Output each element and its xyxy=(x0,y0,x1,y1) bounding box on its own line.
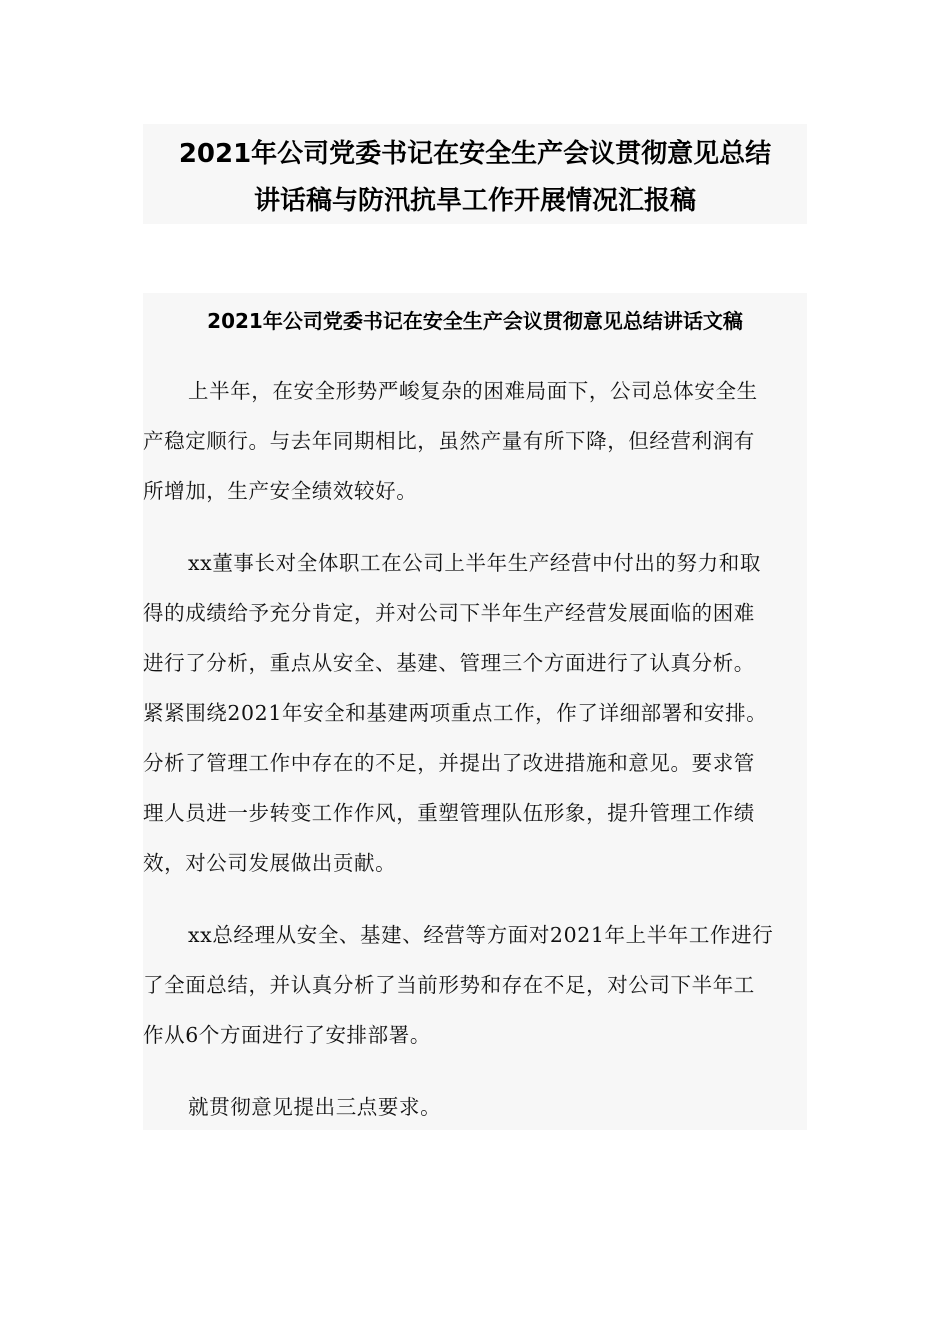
paragraph-line: xx董事长对全体职工在公司上半年生产经营中付出的努力和取 xyxy=(188,551,761,575)
paragraph-2 xyxy=(143,538,807,888)
paragraph-1 xyxy=(143,366,807,516)
paragraph-3 xyxy=(143,910,807,1060)
paragraph-line: 分析了管理工作中存在的不足，并提出了改进措施和意见。要求管 xyxy=(143,751,755,775)
paragraph-line: 得的成绩给予充分肯定，并对公司下半年生产经营发展面临的困难 xyxy=(143,601,755,625)
document-title xyxy=(143,124,807,224)
paragraph-line: 理人员进一步转变工作作风，重塑管理队伍形象，提升管理工作绩 xyxy=(143,801,755,825)
paragraph-line: 了全面总结，并认真分析了当前形势和存在不足，对公司下半年工 xyxy=(143,973,755,997)
document-body xyxy=(143,293,807,1130)
section-subtitle: 2021年公司党委书记在安全生产会议贯彻意见总结讲话文稿 xyxy=(207,309,743,333)
paragraph-line: 所增加，生产安全绩效较好。 xyxy=(143,479,418,503)
paragraph-line: 上半年，在安全形势严峻复杂的困难局面下，公司总体安全生 xyxy=(188,379,758,403)
paragraph-line: 效，对公司发展做出贡献。 xyxy=(143,851,397,875)
title-line-2: 讲话稿与防汛抗旱工作开展情况汇报稿 xyxy=(253,186,696,216)
title-line-1: 2021年公司党委书记在安全生产会议贯彻意见总结 xyxy=(178,139,772,169)
paragraph-line: 作从6个方面进行了安排部署。 xyxy=(143,1023,431,1047)
paragraph-line: 紧紧围绕2021年安全和基建两项重点工作，作了详细部署和安排。 xyxy=(143,701,768,725)
paragraph-4 xyxy=(143,1082,807,1132)
paragraph-line: xx总经理从安全、基建、经营等方面对2021年上半年工作进行 xyxy=(188,923,774,947)
paragraph-line: 进行了分析，重点从安全、基建、管理三个方面进行了认真分析。 xyxy=(143,651,755,675)
paragraph-line: 产稳定顺行。与去年同期相比，虽然产量有所下降，但经营利润有 xyxy=(143,429,755,453)
paragraph-line: 就贯彻意见提出三点要求。 xyxy=(188,1095,442,1119)
